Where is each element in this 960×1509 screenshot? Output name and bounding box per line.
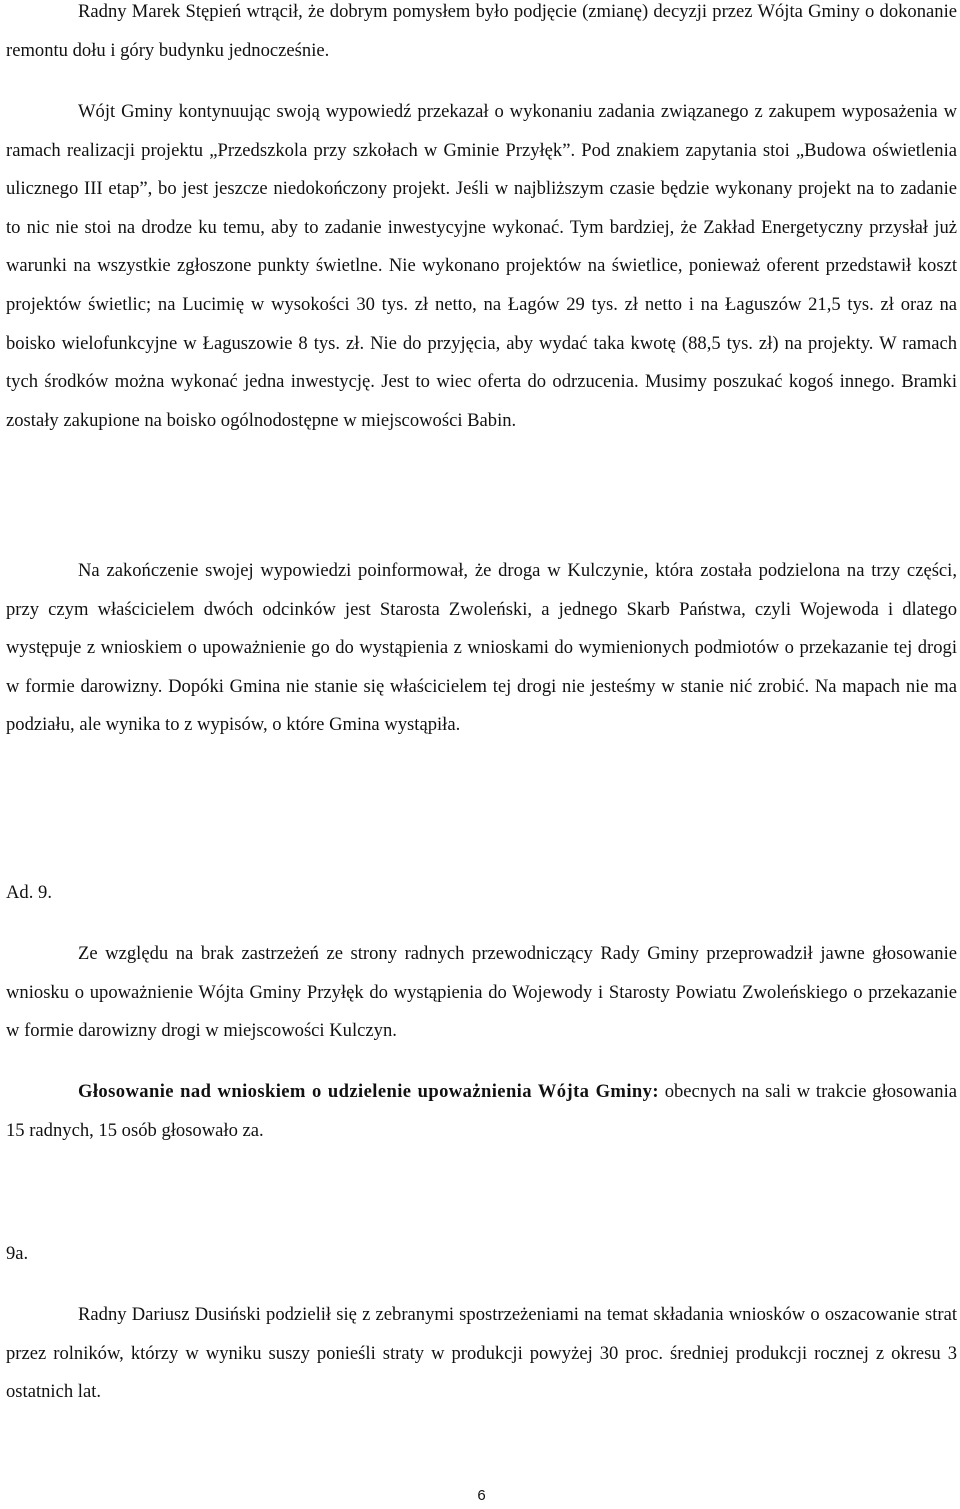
vote-result-text: obecnych na sali w trakcie głosowania 15 radnych, 15 osób głosowało za. xyxy=(6,1081,957,1141)
paragraph-kulczyn-road: Na zakończenie swojej wypowiedzi poinformował, że droga w Kulczynie, która została podzielona na trzy części, przy czym właścicielem dwóch odcinków jest Starosta Zwoleński, a jednego Skarb Państwa, czyli Wojewoda i dlatego występuje z wnioskiem o upoważnienie go do wystąpienia z wnioskami do wymienionych podmiotów o przekazanie tej drogi w formie darowizny. Dopóki Gmina nie stanie się właścicielem tej drogi nie jesteśmy w stanie nić zrobić. Na mapach nie ma podziału, ale wynika to z wypisów, o które Gmina wystąpiła. xyxy=(6,560,957,736)
document-page xyxy=(6,0,957,1509)
page-number: 6 xyxy=(477,1487,486,1504)
paragraph-wojt-statement: Wójt Gminy kontynuując swoją wypowiedź przekazał o wykonaniu zadania związanego z zakupem wyposażenia w ramach realizacji projektu „Przedszkola przy szkołach w Gminie Przyłęk”. Pod znakiem zapytania stoi „Budowa oświetlenia ulicznego III etap”, bo jest jeszcze niedokończony projekt. Jeśli w najbliższym czasie będzie wykonany projekt na to zadanie to nic nie stoi na drodze ku temu, aby to zadanie inwestycyjne wykonać. Tym bardziej, że Zakład Energetyczny przysłał już warunki na wszystkie zgłoszone punkty świetlne. Nie wykonano projektów na świetlice, ponieważ oferent przedstawił koszt projektów świetlic; na Lucimię w wysokości 30 tys. zł netto, na Łagów 29 tys. zł netto i na Łaguszów 21,5 tys. zł oraz na boisko wielofunkcyjne w Łaguszowie 8 tys. zł. Nie do przyjęcia, aby wydać taka kwotę (88,5 tys. zł) na projekty. W ramach tych środków można wykonać jedna inwestycję. Jest to wiec oferta do odrzucenia. Musimy poszukać kogoś innego. Bramki zostały zakupione na boisko ogólnodostępne w miejscowości Babin. xyxy=(6,101,957,431)
vote-result-bold-label: Głosowanie nad wnioskiem o udzielenie upoważnienia Wójta Gminy: xyxy=(78,1081,659,1102)
paragraph-stepien: Radny Marek Stępień wtrącił, że dobrym pomysłem było podjęcie (zmianę) decyzji przez Wójta Gminy o dokonanie remontu dołu i góry budynku jednocześnie. xyxy=(6,1,957,61)
section-heading-9a: 9a. xyxy=(6,1243,29,1264)
paragraph-vote-result xyxy=(6,1073,957,1150)
paragraph-dusinski: Radny Dariusz Dusiński podzielił się z zebranymi spostrzeżeniami na temat składania wniosków o oszacowanie strat przez rolników, którzy w wyniku suszy ponieśli straty w produkcji powyżej 30 proc. średniej produkcji rocznej z okresu 3 ostatnich lat. xyxy=(6,1304,957,1403)
paragraph-vote-motion: Ze względu na brak zastrzeżeń ze strony radnych przewodniczący Rady Gminy przeprowadził jawne głosowanie wniosku o upoważnienie Wójta Gminy Przyłęk do wystąpienia do Wojewody i Starosty Powiatu Zwoleńskiego o przekazanie w formie darowizny drogi w miejscowości Kulczyn. xyxy=(6,943,957,1042)
section-heading-ad-9: Ad. 9. xyxy=(6,882,52,903)
